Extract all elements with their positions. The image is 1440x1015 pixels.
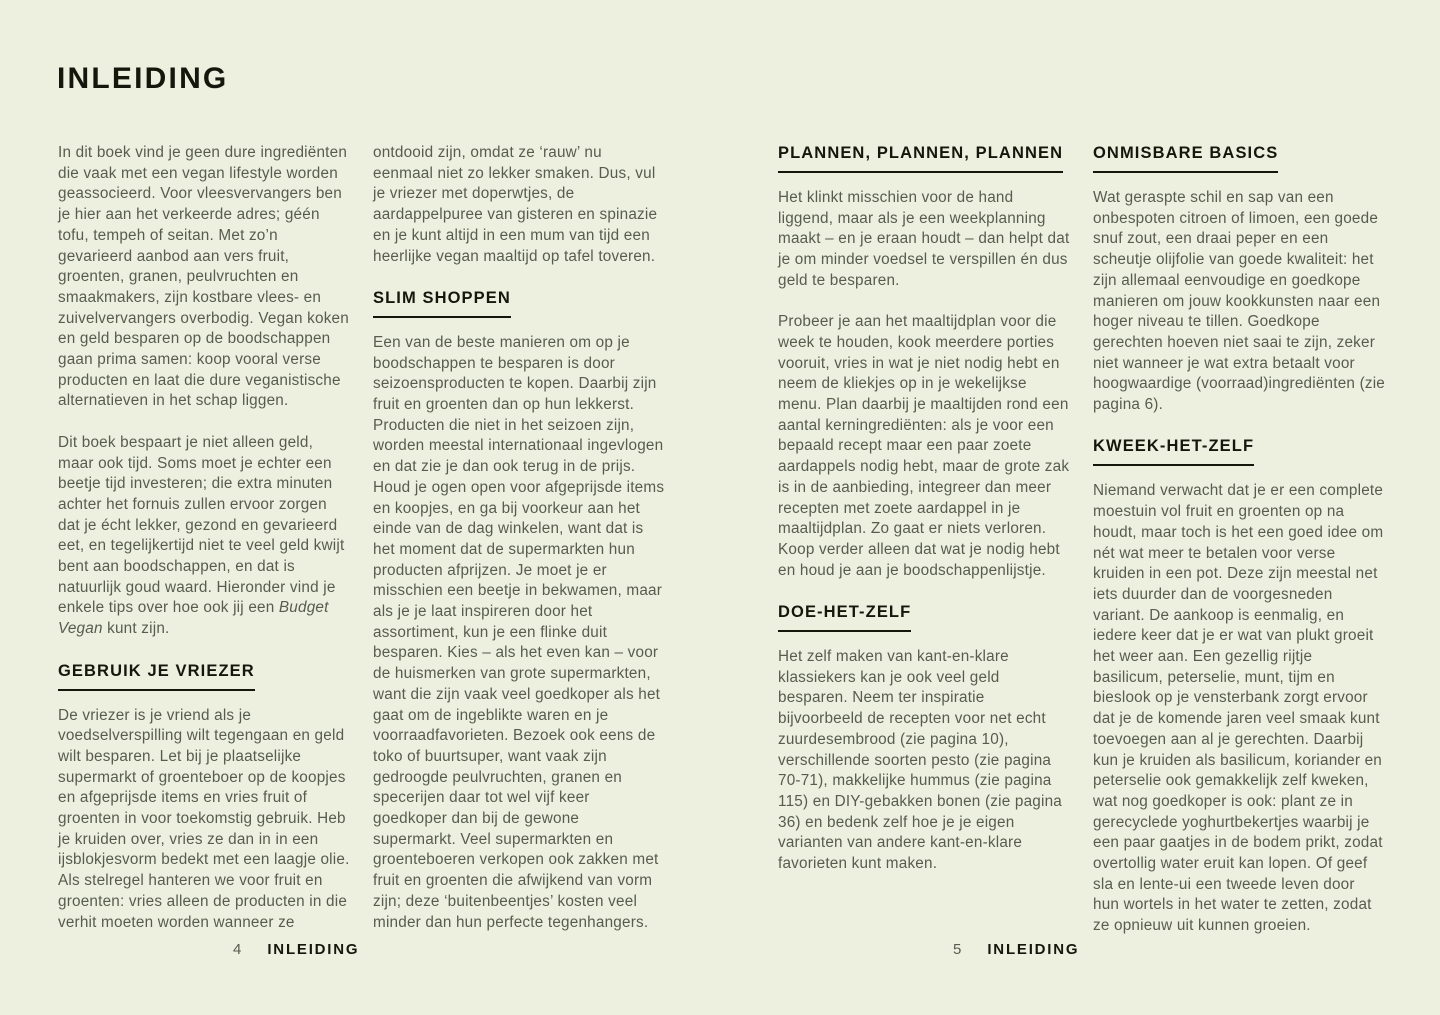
section-heading-gebruik-je-vriezer: GEBRUIK JE VRIEZER	[58, 661, 255, 691]
section-heading-kweek-het-zelf: KWEEK-HET-ZELF	[1093, 436, 1254, 466]
section-heading-doe-het-zelf: DOE-HET-ZELF	[778, 602, 911, 632]
vriezer-paragraph-continued: ontdooid zijn, omdat ze ‘rauw’ nu eenmaal niet zo lekker smaken. Dus, vul je vriezer met doperwtjes, de aardappelpuree van gisteren en spinazie en je kunt altijd in een mum van tijd een heerlijke vegan maaltijd op tafel toveren.	[373, 144, 658, 265]
left-page-number: 4	[233, 941, 242, 958]
vriezer-paragraph: De vriezer is je vriend als je voedselverspilling wilt tegengaan en geld wilt besparen. Let bij je plaatselijke supermarkt of groenteboer op de koopjes en afgeprijsde items en vries fruit of groenten in voor toekomstig gebruik. Heb je kruiden over, vries ze dan in in een ijsblokjesvorm bedekt met een laagje olie. Als stelregel hanteren we voor fruit en groenten: vries alleen de producten in die verhit moeten worden wanneer ze	[58, 706, 350, 931]
right-page-number: 5	[953, 941, 962, 958]
onmisbare-basics-paragraph: Wat geraspte schil en sap van een onbespoten citroen of limoen, een goede snuf zout, een draai peper en een scheutje olijfolie van goede kwaliteit: het zijn allemaal eenvoudige en goedkope manieren om jouw kookkunsten naar een hoger niveau te tillen. Goedkope gerechten hoeven niet saai te zijn, zeker niet wanneer je wat extra betaalt voor hoogwaardige (voorraad)ingrediënten (zie pagina 6).	[1093, 189, 1386, 414]
intro-paragraph-1: In dit boek vind je geen dure ingrediënten die vaak met een vegan lifestyle worden geassocieerd. Voor vleesvervangers ben je hier aan het verkeerde adres; géén tofu, tempeh of seitan. Met zo’n gevarieerd aanbod aan vers fruit, groenten, granen, peulvruchten en smaakmakers, zijn kostbare vlees- en zuivelvervangers overbodig. Vegan koken en geld besparen op de boodschappen gaan prima samen: koop vooral verse producten en laat die dure veganistische alternatieven in het schap liggen.	[58, 144, 349, 410]
plannen-paragraph-1: Het klinkt misschien voor de hand liggend, maar als je een weekplanning maakt – en je eraan houdt – dan helpt dat je om minder voedsel te verspillen én dus geld te besparen.	[778, 189, 1070, 289]
column-1	[58, 143, 350, 933]
left-page-footer	[233, 941, 359, 958]
column-4	[1093, 143, 1385, 937]
section-heading-onmisbare-basics: ONMISBARE BASICS	[1093, 143, 1278, 173]
book-title-italic: Budget Vegan	[58, 599, 329, 638]
column-3	[778, 143, 1070, 875]
kweek-het-zelf-paragraph: Niemand verwacht dat je er een complete moestuin vol fruit en groenten op na houdt, maar toch is het een goed idee om nét wat meer te betalen voor verse kruiden in een pot. Deze zijn meestal net iets duurder dan de voorgesneden variant. De aankoop is eenmalig, en iedere keer dat je er wat van plukt groeit het weer aan. Een gezellig rijtje basilicum, peterselie, munt, tijm en bieslook op je vensterbank zorgt ervoor dat je de komende jaren veel smaak kunt toevoegen aan al je gerechten. Daarbij kun je kruiden als basilicum, koriander en peterselie ook gemakkelijk zelf kweken, wat nog goedkoper is ook: plant ze in gerecyclede yoghurtbekertjes waarbij je een paar gaatjes in de bodem prikt, zodat overtollig water eruit kan lopen. Of geef sla en lente-ui een tweede leven door hun wortels in het water te zetten, zodat ze opnieuw uit kunnen groeien.	[1093, 482, 1384, 935]
left-footer-chapter-label: INLEIDING	[267, 941, 360, 958]
right-page-footer	[953, 941, 1079, 958]
page-title: INLEIDING	[57, 62, 229, 95]
doe-het-zelf-paragraph: Het zelf maken van kant-en-klare klassiekers kan je ook veel geld besparen. Neem ter inspiratie bijvoorbeeld de recepten voor net echt zuurdesembrood (zie pagina 10), verschillende soorten pesto (zie pagina 70-71), makkelijke hummus (zie pagina 115) en DIY-gebakken bonen (zie pagina 36) en bedenk zelf hoe je je eigen varianten van andere kant-en-klare favorieten kunt maken.	[778, 648, 1062, 873]
slim-shoppen-paragraph: Een van de beste manieren om op je boodschappen te besparen is door seizoensproducten te kopen. Daarbij zijn fruit en groenten dan op hun lekkerst. Producten die niet in het seizoen zijn, worden meestal internationaal ingevlogen en dat zie je dan ook terug in de prijs. Houd je ogen open voor afgeprijsde items en koopjes, en ga bij voorkeur aan het einde van de dag winkelen, want dat is het moment dat de supermarkten hun producten afprijzen. Je moet je er misschien een beetje in bekwamen, maar als je je laat inspireren door het assortiment, kun je een flinke duit besparen. Kies – als het even kan – voor de huismerken van grote supermarkten, want die zijn vaak veel goedkoper als het gaat om de ingeblikte waren en je voorraadfavorieten. Bezoek ook eens de toko of buurtsuper, want vaak zijn gedroogde peulvruchten, granen en specerijen daar tot wel vijf keer goedkoper dan bij de gewone supermarkt. Veel supermarkten en groenteboeren verkopen ook zakken met fruit en groenten die afwijkend van vorm zijn; deze ‘buitenbeentjes’ kosten veel minder dan hun perfecte tegenhangers.	[373, 333, 665, 931]
intro-paragraph-2	[58, 433, 350, 640]
section-heading-slim-shoppen: SLIM SHOPPEN	[373, 288, 511, 318]
paragraph-text: kunt zijn.	[102, 620, 170, 638]
right-footer-chapter-label: INLEIDING	[987, 941, 1080, 958]
column-2	[373, 143, 665, 933]
paragraph-text: Dit boek bespaart je niet alleen geld, maar ook tijd. Soms moet je echter een beetje tijd investeren; die extra minuten achter het fornuis zullen ervoor zorgen dat je écht lekker, gezond en gevarieerd eet, en tegelijkertijd niet te veel geld kwijt bent aan boodschappen, en dat is natuurlijk goud waard. Hieronder vind je enkele tips over hoe ook jij een	[58, 433, 345, 617]
plannen-paragraph-2: Probeer je aan het maaltijdplan voor die week te houden, kook meerdere porties vooruit, vries in wat je niet nodig hebt en neem de kliekjes op in je wekelijkse menu. Plan daarbij je maaltijden rond een aantal kerningrediënten: als je voor een bepaald recept maar een paar zoete aardappels nodig hebt, maar de grote zak is in de aanbieding, integreer dan meer recepten met zoete aardappel in je maaltijdplan. Zo gaat er niets verloren. Koop verder alleen dat wat je nodig hebt en houd je aan je boodschappenlijstje.	[778, 313, 1070, 579]
section-heading-plannen: PLANNEN, PLANNEN, PLANNEN	[778, 143, 1063, 173]
